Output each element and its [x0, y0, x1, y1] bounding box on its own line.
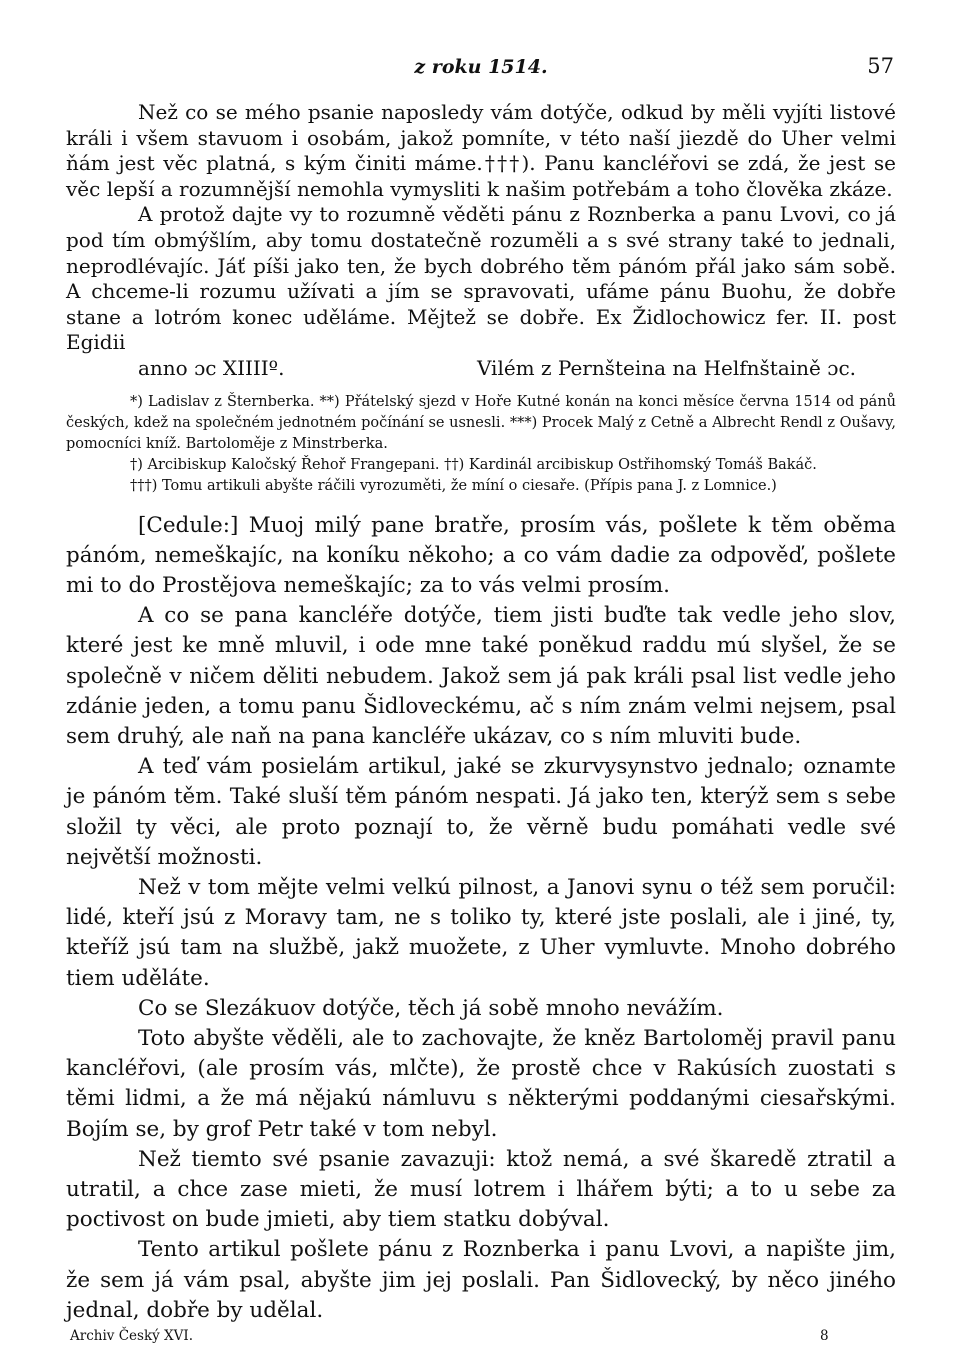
page-header — [66, 54, 896, 84]
sheet-number: 8 — [820, 1328, 829, 1345]
signature-mark: Archiv Český XVI. — [70, 1328, 194, 1345]
cedule-paragraph: Tento artikul pošlete pánu z Roznberka i panu Lvovi, a napište jim, že sem já vám psal, abyšte jim jej poslali. Pan Šidlovecký, by něco jiného jednal, dobře by udělal. — [66, 1237, 896, 1323]
signature: Vilém z Pernšteina na Helfnštaině ɔc. — [476, 355, 856, 380]
document-page — [66, 54, 896, 1350]
letter-paragraph: Než co se mého psanie naposledy vám dotýče, odkud by měli vyjíti listové králi i všem stavuom i osobám, jakož pomníte, v této naší jiezdě do Uher velmi ňám jest věc platná, s kým činiti máme.†††). Panu kancléřovi se zdá, že jest se věc lepší a rozumnější nemohla vymysliti k našim potřebám a toho člověka zkáze. — [66, 100, 896, 201]
cedule-text — [66, 511, 896, 1326]
cedule-paragraph: [Cedule:] Muoj milý pane bratře, prosím vás, pošlete k těm oběma pánóm, nemeškajíc, na koníku někoho; a co vám dadie za odpověď, pošlete mi to do Prostějova nemeškajíc; za to vás velmi prosím. — [66, 512, 896, 598]
dateline: anno ɔc XIIIIº. — [138, 355, 285, 380]
letter-closing-line — [66, 356, 896, 382]
page-number: 57 — [867, 54, 894, 78]
footnotes — [66, 392, 896, 497]
footnote: †) Arcibiskup Kaločský Řehoř Frangepani. ††) Kardinál arcibiskup Ostřihomský Tomáš Bakáč. — [130, 456, 817, 473]
footnote: †††) Tomu artikuli abyšte ráčili vyrozuměti, že míní o ciesaře. (Přípis pana J. z Lomnice.) — [130, 477, 777, 494]
cedule-paragraph: Než tiemto své psanie zavazuji: ktož nemá, a své škaredě ztratil a utratil, a chce zase mieti, že musí lotrem i lhářem býti; a to u sebe za poctivost on bude jmieti, aby tiem statku dobýval. — [66, 1146, 896, 1233]
cedule-paragraph: A teď vám posielám artikul, jaké se zkurvysynstvo jednalo; oznamte je pánóm těm. Také sluší těm pánóm nespati. Já jako ten, kterýž sem s sebe složil ty věci, ale proto poznají to, že věrně budu pomáhati vedle své největší možnosti. — [66, 754, 896, 870]
cedule-paragraph: A co se pana kancléře dotýče, tiem jisti buďte tak vedle jeho slov, které jest ke mně mluvil, i ode mne také poněkud raddu mú slyšel, že se společně v ničem děliti nebudem. Jakož sem já pak králi psal list vedle jeho zdánie jeden, a tomu panu Šidloveckému, ač s ním znám velmi nejsem, psal sem druhý, ale naň na pana kancléře ukázav, co s ním mluviti bude. — [66, 603, 896, 749]
running-head: z roku 1514. — [414, 56, 548, 78]
letter-paragraph: A protož dajte vy to rozumně věděti pánu z Roznberka a panu Lvovi, co já pod tím obmýšlím, aby tomu dostatečně rozuměli a s své strany také to jednali, neprodlévajíc. Jáť píši jako ten, že bych dobrého těm pánóm přál jako sám sobě. A chceme-li rozumu užívati a jím se spravovati, ufáme pánu Buohu, že dobře stane a lotróm konec uděláme. Mějtež se dobře. Ex Židlochowicz fer. II. post Egidii — [66, 202, 896, 355]
cedule-paragraph: Toto abyšte věděli, ale to zachovajte, že kněz Bartoloměj pravil panu kancléřovi, (ale prosím vás, mlčte), že prostě chce v Rakúsích zuostati s těmi lidmi, a že má nějakú námluvu s některými poddanými ciesařskými. Bojím se, by grof Petr také v tom nebyl. — [66, 1025, 896, 1142]
page-footer — [66, 1328, 896, 1350]
cedule-paragraph: Co se Slezákuov dotýče, těch já sobě mnoho nevážím. — [138, 995, 724, 1021]
footnote: *) Ladislav z Šternberka. **) Přátelský sjezd v Hoře Kutné konán na konci měsíce června 1514 od pánů českých, kdež na společném jednotném počínání se usnesli. ***) Procek Malý z Cetně a Albrecht Rendl z Oušavy, pomocníci kníž. Bartoloměje z Minstrberka. — [66, 393, 896, 452]
cedule-paragraph: Než v tom mějte velmi velkú pilnost, a Janovi synu o též sem poručil: lidé, kteří jsú z Moravy tam, ne s toliko ty, které jste poslali, ale i jiné, ty, kteříž jsú tam na službě, jakž muožete, z Uher vymluvte. Mnoho dobrého tiem uděláte. — [66, 874, 896, 991]
letter-text — [66, 100, 896, 382]
